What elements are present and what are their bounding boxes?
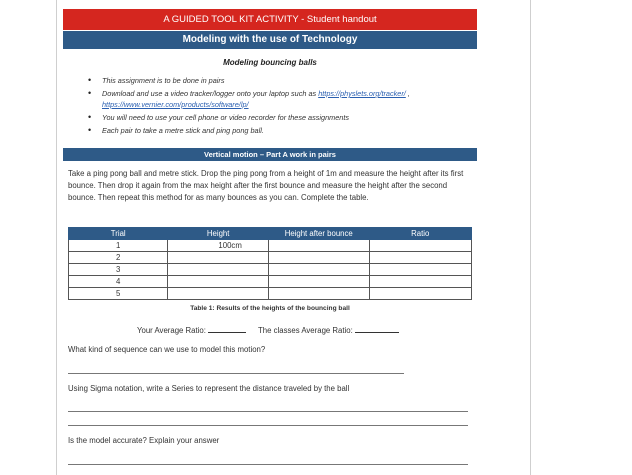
- height-after-bounce-cell[interactable]: [268, 252, 369, 264]
- ratio-cell[interactable]: [369, 288, 471, 300]
- table-row: [69, 252, 472, 264]
- height-cell[interactable]: [168, 276, 269, 288]
- ratio-cell[interactable]: [369, 264, 471, 276]
- answer-line-2[interactable]: [68, 411, 468, 412]
- height-after-bounce-cell[interactable]: [268, 264, 369, 276]
- answer-line-3[interactable]: [68, 425, 468, 426]
- trial-cell: 1: [69, 240, 168, 252]
- page-right-edge: [530, 0, 531, 475]
- table-row: [69, 240, 472, 252]
- table-row: [69, 264, 472, 276]
- answer-line-1[interactable]: [68, 373, 404, 374]
- instructions-paragraph: Take a ping pong ball and metre stick. Drop the ping pong from a height of 1m and measure the height after its first bounce. Then drop it again from the max height after the first bounce and measure the height after the second bounce. Then repeat this method for as many bounces as you can. Complete the table.: [68, 169, 464, 203]
- your-average-ratio: [137, 324, 246, 335]
- instructions-list: [88, 75, 488, 138]
- height-cell[interactable]: [168, 264, 269, 276]
- table-header-row: [69, 228, 472, 240]
- instruction-item: • Each pair to take a metre stick and ping pong ball.: [88, 125, 488, 136]
- tracker-link[interactable]: https://physlets.org/tracker/: [318, 89, 406, 98]
- height-cell[interactable]: [168, 252, 269, 264]
- height-after-bounce-cell[interactable]: [268, 240, 369, 252]
- main-title-banner: Modeling with the use of Technology: [63, 31, 477, 49]
- ratio-cell[interactable]: [369, 276, 471, 288]
- your-average-label: Your Average Ratio:: [137, 326, 206, 335]
- class-average-label: The classes Average Ratio:: [258, 326, 353, 335]
- trial-cell: 2: [69, 252, 168, 264]
- height-cell[interactable]: 100cm: [168, 240, 269, 252]
- ratio-cell[interactable]: [369, 252, 471, 264]
- ratio-cell[interactable]: [369, 240, 471, 252]
- height-after-bounce-cell[interactable]: [268, 276, 369, 288]
- results-table: [68, 227, 472, 300]
- vernier-link[interactable]: https://www.vernier.com/products/software/lp/: [102, 100, 249, 109]
- height-after-bounce-cell[interactable]: [268, 288, 369, 300]
- trial-cell: 5: [69, 288, 168, 300]
- section-title-bar: Vertical motion – Part A work in pairs: [63, 148, 477, 161]
- your-average-blank[interactable]: [208, 324, 246, 333]
- table-caption: Table 1: Results of the heights of the bouncing ball: [190, 305, 350, 312]
- class-average-blank[interactable]: [355, 324, 399, 333]
- answer-line-4[interactable]: [68, 464, 468, 465]
- header-height: Height: [168, 228, 269, 240]
- question-1: What kind of sequence can we use to model this motion?: [68, 345, 266, 354]
- table-row: [69, 276, 472, 288]
- trial-cell: 4: [69, 276, 168, 288]
- header-trial: Trial: [69, 228, 168, 240]
- class-average-ratio: [258, 324, 399, 335]
- page-left-edge: [56, 0, 57, 475]
- question-2: Using Sigma notation, write a Series to represent the distance traveled by the ball: [68, 384, 350, 393]
- header-height-after-bounce: Height after bounce: [268, 228, 369, 240]
- height-cell[interactable]: [168, 288, 269, 300]
- instruction-item: • You will need to use your cell phone or video recorder for these assignments: [88, 112, 488, 123]
- instruction-item: • Download and use a video tracker/logger onto your laptop such as https://physlets.org/tracker/ , https://www.vernier.com/products/software/lp/: [88, 88, 488, 110]
- trial-cell: 3: [69, 264, 168, 276]
- table-row: [69, 288, 472, 300]
- handout-subtitle: Modeling bouncing balls: [223, 58, 317, 67]
- question-3: Is the model accurate? Explain your answer: [68, 436, 220, 445]
- activity-title-banner: A GUIDED TOOL KIT ACTIVITY - Student handout: [63, 9, 477, 30]
- header-ratio: Ratio: [369, 228, 471, 240]
- instruction-item: • This assignment is to be done in pairs: [88, 75, 488, 86]
